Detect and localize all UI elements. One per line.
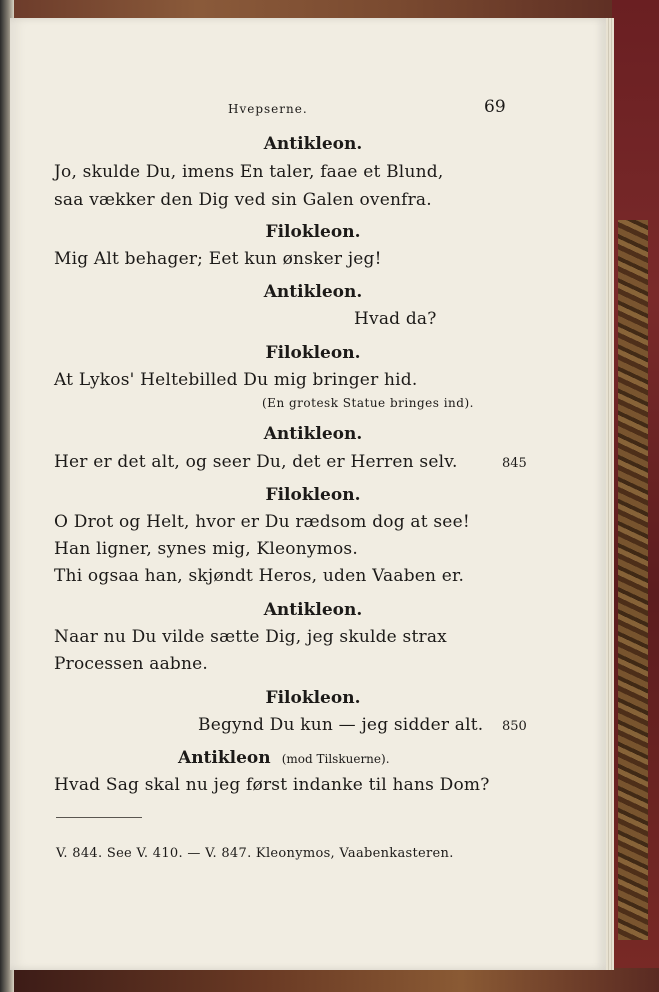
verse-line: Processen aabne.	[54, 654, 209, 674]
speaker-label: Filokleon.	[265, 343, 361, 363]
book-page	[10, 18, 606, 970]
verse-line: saa vækker den Dig ved sin Galen ovenfra.	[54, 190, 432, 210]
verse-line: Begynd Du kun — jeg sidder alt.	[198, 715, 484, 735]
footnote-rule	[56, 817, 142, 818]
speaker-heading-with-direction	[178, 748, 390, 768]
verse-line: Naar nu Du vilde sætte Dig, jeg skulde strax	[54, 627, 447, 647]
stage-direction: (En grotesk Statue bringes ind).	[262, 396, 474, 410]
footnote: V. 844. See V. 410. — V. 847. Kleonymos, Vaabenkasteren.	[56, 846, 454, 861]
book-cover-bottom	[0, 968, 659, 992]
speaker-label: Antikleon.	[263, 600, 363, 620]
verse-line: At Lykos' Heltebilled Du mig bringer hid.	[54, 370, 418, 390]
line-number: 850	[502, 719, 527, 734]
speaker-label: Antikleon.	[263, 282, 363, 302]
verse-line: Hvad da?	[354, 309, 437, 329]
marbled-edge	[618, 220, 648, 940]
speaker-label: Antikleon.	[263, 134, 363, 154]
page-number: 69	[484, 97, 506, 117]
running-title: Hvepserne.	[228, 102, 308, 116]
verse-line: Han ligner, synes mig, Kleonymos.	[54, 539, 358, 559]
line-number: 845	[502, 456, 527, 471]
verse-line: Jo, skulde Du, imens En taler, faae et Blund,	[54, 162, 444, 182]
stage-direction: (mod Tilskuerne).	[281, 752, 390, 766]
verse-line: Hvad Sag skal nu jeg først indanke til hans Dom?	[54, 775, 490, 795]
verse-line: Mig Alt behager; Eet kun ønsker jeg!	[54, 249, 382, 269]
speaker-label: Filokleon.	[265, 485, 361, 505]
verse-line: Her er det alt, og seer Du, det er Herren selv.	[54, 452, 458, 472]
speaker-label: Filokleon.	[265, 222, 361, 242]
verse-line: O Drot og Helt, hvor er Du rædsom dog at see!	[54, 512, 470, 532]
verse-line: Thi ogsaa han, skjøndt Heros, uden Vaaben er.	[54, 566, 465, 586]
speaker-label: Antikleon.	[263, 424, 363, 444]
speaker-label: Antikleon	[178, 748, 271, 768]
speaker-label: Filokleon.	[265, 688, 361, 708]
